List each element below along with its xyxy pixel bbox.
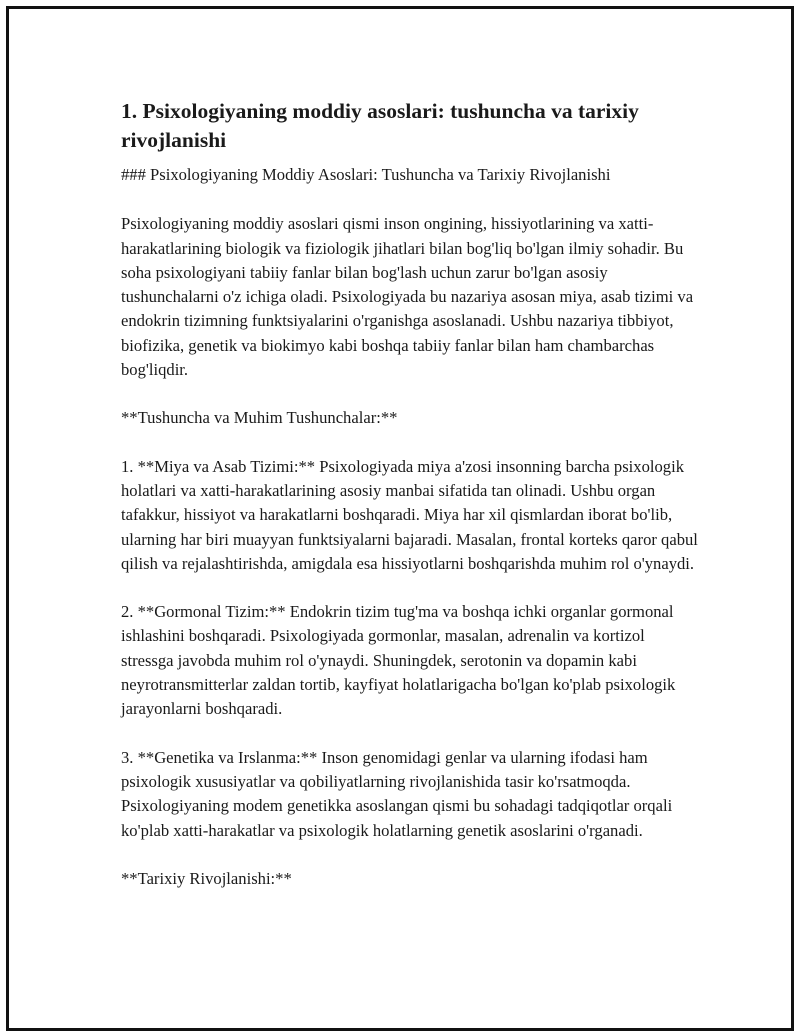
list-item-genetics: 3. **Genetika va Irslanma:** Inson genomidagi genlar va ularning ifodasi ham psixologik xususiyatlar va qobiliyatlarning rivojlanishida tasir ko'rsatmoqda. Psixologiyaning modem genetikka asoslangan qismi bu sohadagi tadqiqotlar orqali ko'plab xatti-harakatlar va psixologik holatlarning genetik asoslarini o'rganadi. <box>121 747 677 840</box>
list-item-brain: 1. **Miya va Asab Tizimi:** Psixologiyada miya a'zosi insonning barcha psixologik holatlari va xatti-harakatlarining asosiy manbai sifatida tan olinadi. Ushbu organ tafakkur, hissiyot va harakatlarni boshqaradi. Miya har xil qismlardan iborat bo'lib, ularning har biri muayyan funktsiyalarni bajaradi. Masalan, frontal korteks qaror qabul qilish va rejalashtirishda, amigdala esa hissiyotlarni boshqarishda muhim rol o'ynaydi. <box>121 456 703 573</box>
document-body <box>121 97 703 915</box>
intro-paragraph: Psixologiyaning moddiy asoslari qismi inson ongining, hissiyotlarining va xatti-harakatlarining biologik va fiziologik jihatlari bilan bog'liq bo'lgan ilmiy sohadir. Bu soha psixologiyani tabiiy fanlar bilan bog'lash uchun zarur bo'lgan asosiy tushunchalarni o'z ichiga oladi. Psixologiyada bu nazariya asosan miya, asab tizimi va endokrin tizimning funktsiyalarini o'rganishga asoslanadi. Ushbu nazariya tibbiyot, biofizika, genetik va biokimyo kabi boshqa tabiiy fanlar bilan ham chambarchas bog'liqdir. <box>121 214 698 380</box>
markdown-subheading: ### Psixologiyaning Moddiy Asoslari: Tushuncha va Tarixiy Rivojlanishi <box>121 165 611 184</box>
history-heading: **Tarixiy Rivojlanishi:** <box>121 868 292 888</box>
list-item-hormonal: 2. **Gormonal Tizim:** Endokrin tizim tug'ma va boshqa ichki organlar gormonal ishlashini boshqaradi. Psixologiyada gormonlar, masalan, adrenalin va kortizol stressga javobda muhim rol o'ynaydi. Shuningdek, serotonin va dopamin kabi neyrotransmitterlar zaldan tortib, kayfiyat holatlarigacha bo'lgan ko'plab psixologik jarayonlarni boshqaradi. <box>121 602 680 719</box>
document-title: 1. Psixologiyaning moddiy asoslari: tushuncha va tarixiy rivojlanishi <box>121 99 639 152</box>
document-page <box>6 6 794 1031</box>
concepts-heading: **Tushuncha va Muhim Tushunchalar:** <box>121 408 398 428</box>
